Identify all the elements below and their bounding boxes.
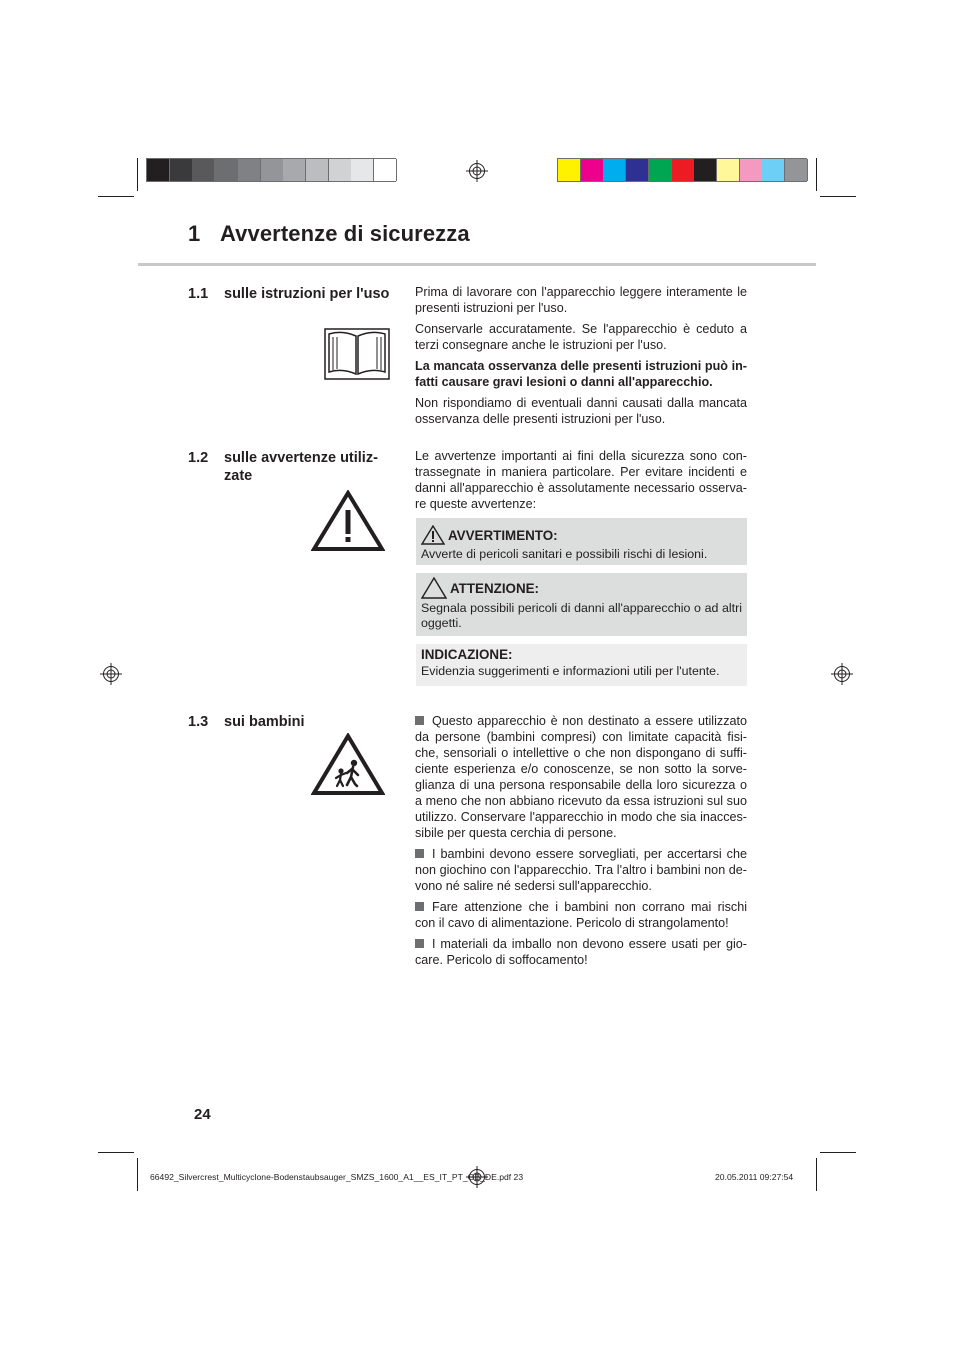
crop-mark [816, 1158, 817, 1191]
paragraph: Prima di lavorare con l'apparecchio leggere interamente le presenti istruzioni per l'uso. [415, 285, 747, 315]
color-swatch [785, 159, 808, 181]
list-item: Questo apparecchio è non destinato a essere utilizzato da persone (bambini compresi) con limitate capacità fisi-che, sensoriali o intellettive o che non dispongano di suffi-ciente esperienza e/o conoscenze, se non sotto la sorve-glianza di una persona responsabile della loro sicurezza o a meno che non abbiano ricevuto da essa istruzioni sul suo utilizzo. Conservare l'apparecchio in modo che sia inacces-sibile per questa cerchia di persone. [415, 714, 747, 840]
color-swatch [762, 159, 785, 181]
notice-title: ATTENZIONE: [421, 577, 742, 599]
list-item: I bambini devono essere sorvegliati, per accertarsi che non giochino con l'apparecchio. Tra l'altro i bambini non de-vono né salire né sedersi sull'apparecchio. [415, 847, 747, 893]
crop-mark [98, 196, 134, 197]
color-swatch [581, 159, 604, 181]
bullet-square-icon [415, 716, 424, 725]
notice-hint [416, 644, 747, 686]
registration-mark-icon [100, 663, 122, 685]
crop-mark [137, 158, 138, 191]
color-swatch [649, 159, 672, 181]
color-swatch [374, 159, 397, 181]
color-swatch [351, 159, 374, 181]
color-swatch [329, 159, 352, 181]
color-swatch [694, 159, 717, 181]
color-swatch [261, 159, 284, 181]
color-swatch [147, 159, 170, 181]
color-swatch [626, 159, 649, 181]
bullet-square-icon [415, 939, 424, 948]
section-title: sulle avvertenze utiliz-zate [224, 450, 378, 484]
list-item: Fare attenzione che i bambini non corrano mai rischi con il cavo di alimentazione. Pericolo di strangolamento! [415, 900, 747, 930]
color-swatch [603, 159, 626, 181]
crop-mark [820, 196, 856, 197]
notice-text: Evidenzia suggerimenti e informazioni utili per l'utente. [421, 664, 720, 678]
color-swatch [170, 159, 193, 181]
notice-warning [416, 518, 747, 565]
color-swatch [215, 159, 238, 181]
chapter-title: Avvertenze di sicurezza [220, 221, 470, 246]
notice-caution [416, 573, 747, 636]
color-swatch [672, 159, 695, 181]
crop-mark [820, 1152, 856, 1153]
notice-text: Segnala possibili pericoli di danni all'apparecchio o ad altri oggetti. [421, 601, 742, 630]
color-swatch [192, 159, 215, 181]
section-title: sui bambini [224, 714, 305, 730]
paragraph-bold: La mancata osservanza delle presenti istruzioni può in-fatti causare gravi lesioni o danni all'apparecchio. [415, 359, 747, 389]
bullet-square-icon [415, 849, 424, 858]
warning-triangle-icon [311, 490, 385, 552]
crop-mark [137, 1158, 138, 1191]
section-1-2-intro [415, 448, 747, 517]
crop-mark [98, 1152, 134, 1153]
crop-mark [816, 158, 817, 191]
footer-filename: 66492_Silvercrest_Multicyclone-Bodenstaubsauger_SMZS_1600_A1__ES_IT_PT_GB_DE.pdf 23 [150, 1172, 524, 1182]
section-number: 1.2 [188, 450, 209, 466]
registration-mark-icon [466, 160, 488, 182]
bullet-square-icon [415, 902, 424, 911]
children-warning-icon [311, 733, 385, 796]
open-book-icon [324, 328, 390, 380]
paragraph: Le avvertenze importanti ai fini della sicurezza sono con-trassegnate in maniera particolare. Per evitare incidenti e danni all'apparecchio è assolutamente necessario osserva-re queste avvertenze: [415, 449, 747, 511]
section-1-3-bullets [415, 713, 747, 973]
caution-triangle-icon [421, 577, 447, 599]
color-swatch [558, 159, 581, 181]
chapter-number: 1 [188, 221, 201, 246]
registration-mark-icon [466, 1166, 488, 1188]
notice-text: Avverte di pericoli sanitari e possibili rischi di lesioni. [421, 547, 708, 561]
color-swatch [717, 159, 740, 181]
page-number: 24 [194, 1106, 211, 1123]
section-1-1-text [415, 284, 747, 432]
color-swatch [283, 159, 306, 181]
section-number: 1.1 [188, 286, 209, 302]
color-swatch [306, 159, 329, 181]
chapter-heading [188, 221, 470, 247]
heading-rule [138, 263, 816, 266]
color-swatch [740, 159, 763, 181]
registration-mark-icon [831, 663, 853, 685]
footer-timestamp: 20.05.2011 09:27:54 [715, 1172, 794, 1182]
notice-title: INDICAZIONE: [421, 647, 513, 662]
warning-exclamation-icon [421, 525, 445, 545]
notice-title: AVVERTIMENTO: [421, 525, 742, 545]
paragraph: Conservarle accuratamente. Se l'apparecchio è ceduto a terzi consegnare anche le istruzioni per l'uso. [415, 322, 747, 352]
section-title: sulle istruzioni per l'uso [224, 286, 390, 302]
section-number: 1.3 [188, 714, 209, 730]
list-item: I materiali da imballo non devono essere usati per gio-care. Pericolo di soffocamento! [415, 937, 747, 967]
paragraph: Non rispondiamo di eventuali danni causati dalla mancata osservanza delle presenti istruzioni per l'uso. [415, 396, 747, 426]
color-swatch [238, 159, 261, 181]
